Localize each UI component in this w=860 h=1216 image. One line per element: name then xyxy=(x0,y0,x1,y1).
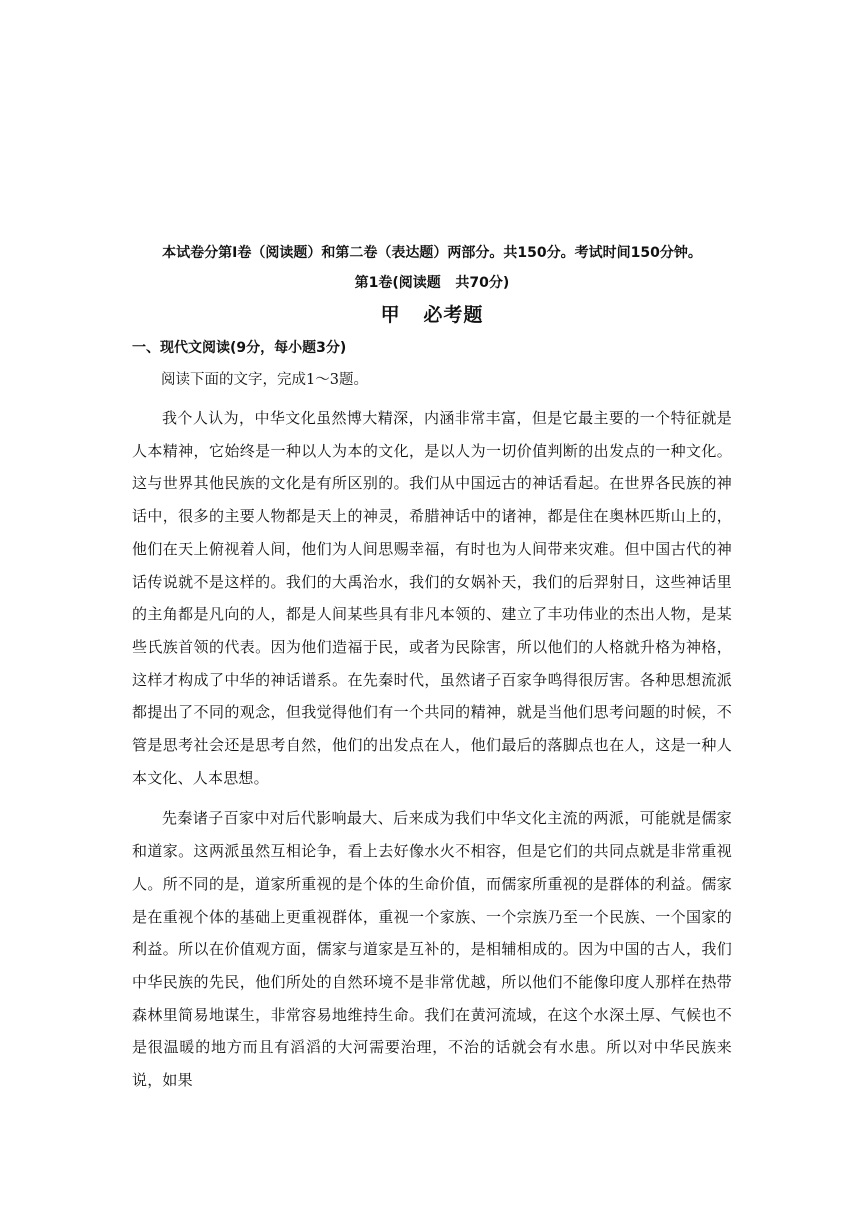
volume-title: 第1卷(阅读题 共70分) xyxy=(354,275,510,291)
passage-paragraph-2: 先秦诸子百家中对后代影响最大、后来成为我们中华文化主流的两派，可能就是儒家和道家。这两派虽然互相论争，看上去好像水火不相容，但是它们的共同点就是非常重视人。所不同的是，道家所重视的是个体的生命价值，而儒家所重视的是群体的利益。儒家是在重视个体的基础上更重视群体，重视一个家族、一个宗族乃至一个民族、一个国家的利益。所以在价值观方面，儒家与道家是互补的，是相辅相成的。因为中国的古人，我们中华民族的先民，他们所处的自然环境不是非常优越，所以他们不能像印度人那样在热带森林里简易地谋生，非常容易地维持生命。我们在黄河流域，在这个水深土厚、气候也不是很温暖的地方而且有滔滔的大河需要治理，不治的话就会有水患。所以对中华民族来说，如果 xyxy=(132,809,732,1090)
exam-content xyxy=(132,238,732,1105)
exam-instructions: 本试卷分第Ⅰ卷（阅读题）和第二卷（表达题）两部分。共150分。考试时间150分钟。 xyxy=(162,245,702,261)
section-title: 一、现代文阅读(9分，每小题3分) xyxy=(132,340,347,356)
reading-instruction: 阅读下面的文字，完成1～3题。 xyxy=(161,372,368,388)
passage-paragraph-1: 我个人认为，中华文化虽然博大精深，内涵非常丰富，但是它最主要的一个特征就是人本精神，它始终是一种以人为本的文化，是以人为一切价值判断的出发点的一种文化。这与世界其他民族的文化是有所区别的。我们从中国远古的神话看起。在世界各民族的神话中，很多的主要人物都是天上的神灵，希腊神话中的诸神，都是住在奥林匹斯山上的，他们在天上俯视着人间，他们为人间思赐幸福，有时也为人间带来灾难。但中国古代的神话传说就不是这样的。我们的大禹治水，我们的女娲补天，我们的后羿射日，这些神话里的主角都是凡向的人，都是人间某些具有非凡本领的、建立了丰功伟业的杰出人物，是某些氏族首领的代表。因为他们造福于民，或者为民除害，所以他们的人格就升格为神格，这样才构成了中华的神话谱系。在先秦时代，虽然诸子百家争鸣得很厉害。各种思想流派都提出了不同的观念，但我觉得他们有一个共同的精神，就是当他们思考问题的时候，不管是思考社会还是思考自然，他们的出发点在人，他们最后的落脚点也在人，这是一种人本文化、人本思想。 xyxy=(132,409,732,787)
part-title: 甲 必考题 xyxy=(380,304,484,326)
